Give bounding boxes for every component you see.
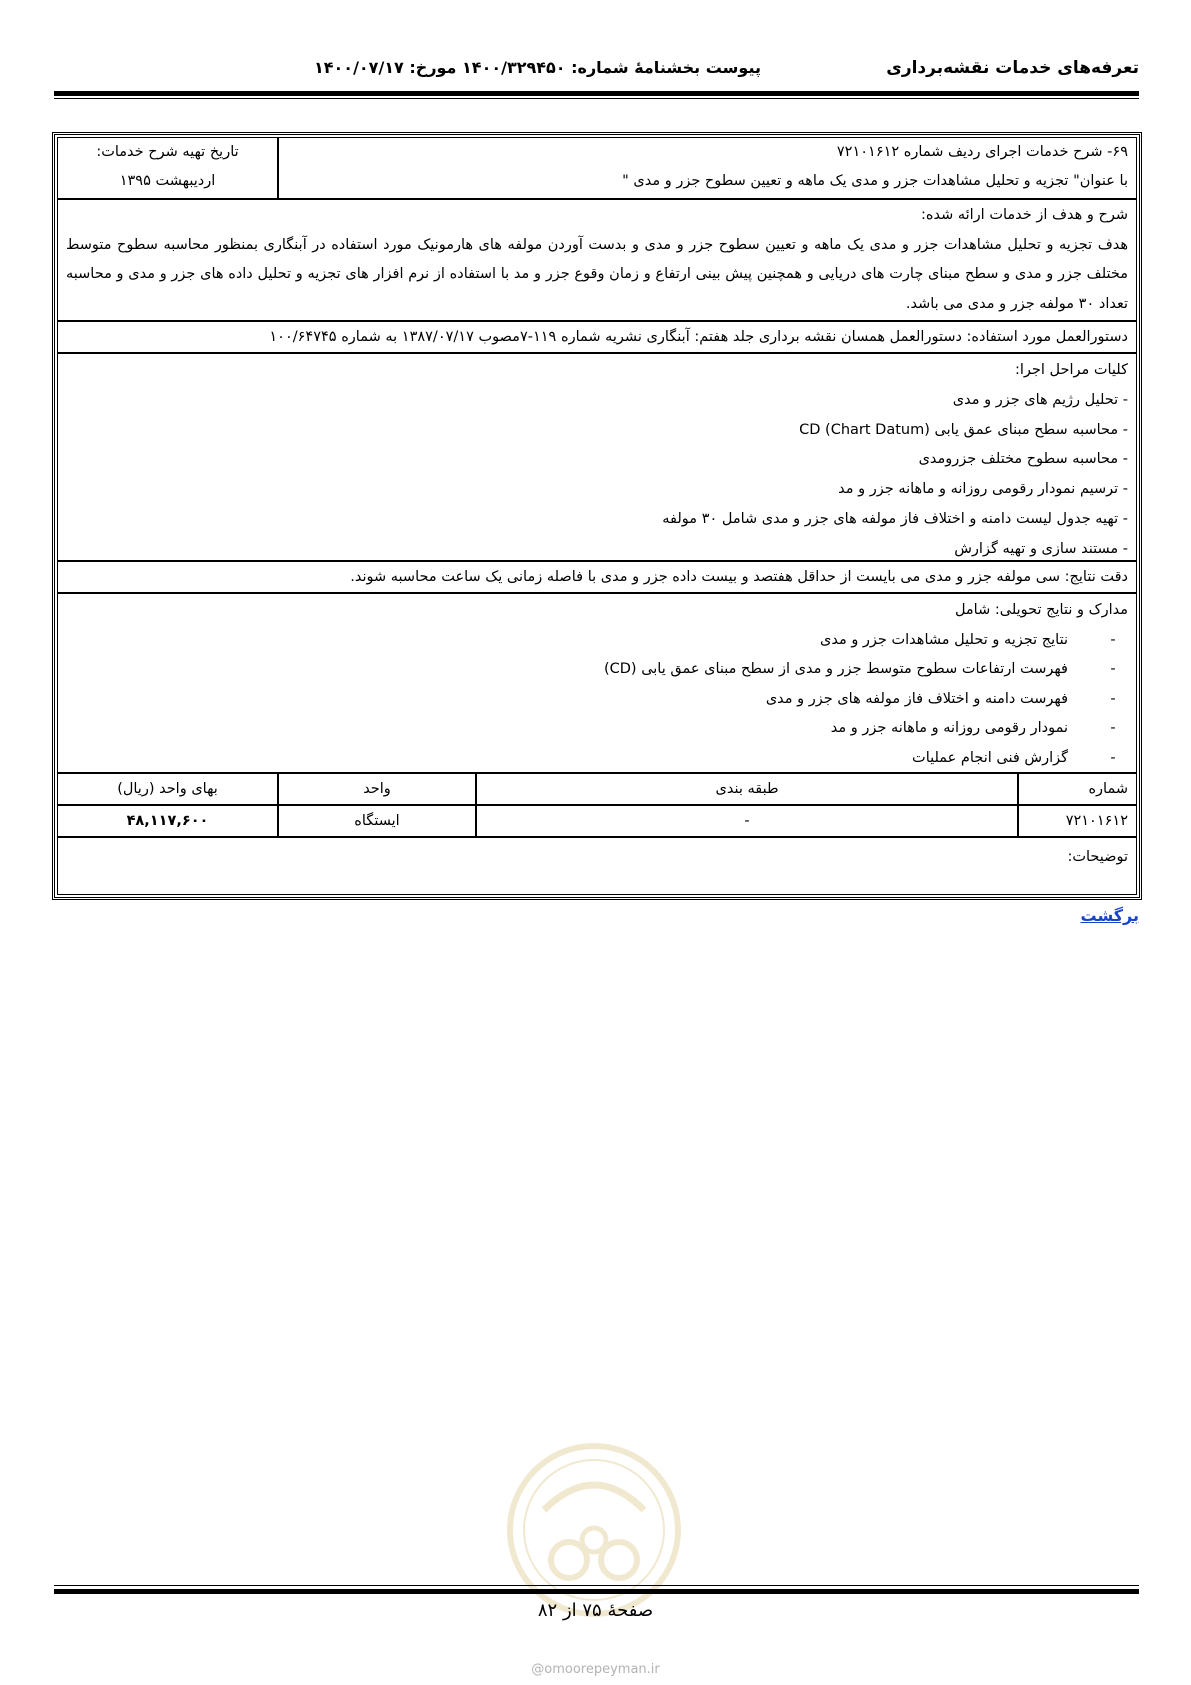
header-unit-price: بهای واحد (ریال): [57, 773, 278, 805]
step-item: - مستند سازی و تهیه گزارش: [954, 540, 1128, 557]
deliverable-text: نتایج تجزیه و تحلیل مشاهدات جزر و مدی: [819, 631, 1068, 648]
row-unit: ایستگاه: [278, 805, 476, 837]
bullet-dash: -: [1110, 690, 1116, 707]
footer-rule-thin: [54, 1585, 1139, 1586]
row-classification: -: [476, 805, 1018, 837]
notes-cell: [57, 837, 1137, 895]
header-rule-thin: [54, 98, 1139, 99]
prep-date-cell: [57, 137, 278, 199]
site-watermark: @omoorepeyman.ir: [531, 1662, 660, 1677]
notes-label: توضیحات:: [1067, 849, 1128, 865]
deliverable-text: فهرست ارتفاعات سطوح متوسط جزر و مدی از سطح مبنای عمق یابی (CD): [603, 661, 1068, 677]
step-item: - تهیه جدول لیست دامنه و اختلاف فاز مولفه های جزر و مدی شامل ۳۰ مولفه: [662, 510, 1128, 527]
accuracy-text: دقت نتایج: سی مولفه جزر و مدی می بایست از حداقل هفتصد و بیست داده جزر و مدی با فاصله زمانی یک ساعت محاسبه شوند.: [350, 569, 1128, 585]
purpose-text: هدف تجزیه و تحلیل مشاهدات جزر و مدی یک ماهه و تعیین سطوح جزر و مدی و بدست آوردن مولفه های هارمونیک مورد استفاده در آبنگاری بمنظور محاسبه سطوح متوسط مختلف جزر و مدی و سطح مبنای چارت های دریایی و همچنین پیش بینی ارتفاع و زمان وقوع جزر و مد با استفاده از نرم افزار های تجزیه و تحلیل داده های جزر و مدی و محاسبه تعداد ۳۰ مولفه جزر و مدی می باشد.: [66, 236, 1128, 312]
item-subject-line: با عنوان" تجزیه و تحلیل مشاهدات جزر و مدی یک ماهه و تعیین سطوح جزر و مدی ": [622, 173, 1128, 189]
header-classification: طبقه بندی: [476, 773, 1018, 805]
purpose-label: شرح و هدف از خدمات ارائه شده:: [920, 207, 1128, 223]
bullet-dash: -: [1110, 749, 1116, 766]
footer-rule-thick: [54, 1589, 1139, 1594]
step-item: - محاسبه سطوح مختلف جزرومدی: [918, 451, 1128, 468]
row-unit-price: ۴۸,۱۱۷,۶۰۰: [57, 805, 278, 837]
deliverable-item: [66, 714, 1128, 744]
accuracy-cell: [57, 561, 1137, 593]
deliverable-item: [66, 626, 1128, 656]
prep-date-label: تاریخ تهیه شرح خدمات:: [96, 144, 239, 160]
deliverable-text: فهرست دامنه و اختلاف فاز مولفه های جزر و مدی: [765, 690, 1068, 707]
header-unit: واحد: [278, 773, 476, 805]
row-number: ۷۲۱۰۱۶۱۲: [1018, 805, 1137, 837]
prep-date-value: اردیبهشت ۱۳۹۵: [119, 173, 216, 189]
step-item: - ترسیم نمودار رقومی روزانه و ماهانه جزر و مد: [838, 481, 1128, 498]
purpose-cell: [57, 199, 1137, 321]
bullet-dash: -: [1110, 631, 1116, 648]
page-number: صفحهٔ ۷۵ از ۸۲: [537, 1600, 654, 1621]
instruction-cell: [57, 321, 1137, 353]
bullet-dash: -: [1110, 661, 1116, 677]
page-header: [54, 58, 1139, 86]
item-number-line: ۶۹- شرح خدمات اجرای ردیف شماره ۷۲۱۰۱۶۱۲: [836, 144, 1128, 160]
step-item: - تحلیل رژیم های جزر و مدی: [952, 391, 1128, 408]
header-number: شماره: [1018, 773, 1137, 805]
deliverable-item: [66, 744, 1128, 774]
deliverable-item: [66, 655, 1128, 685]
deliverables-cell: [57, 593, 1137, 773]
deliverable-text: نمودار رقومی روزانه و ماهانه جزر و مد: [830, 720, 1068, 736]
back-link[interactable]: برگشت: [1080, 906, 1139, 925]
item-title-cell: [278, 137, 1137, 199]
steps-label: کلیات مراحل اجرا:: [1014, 362, 1128, 378]
document-title: تعرفه‌های خدمات نقشه‌برداری: [886, 58, 1139, 78]
steps-cell: [57, 353, 1137, 561]
circular-reference: پیوست بخشنامهٔ شماره: ۱۴۰۰/۳۲۹۴۵۰ مورخ: ۱۴۰۰/۰۷/۱۷: [314, 58, 761, 77]
instruction-text: دستورالعمل مورد استفاده: دستورالعمل همسان نقشه برداری جلد هفتم: آبنگاری نشریه شماره ۱۱۹-۷مصوب ۱۳۸۷/۰۷/۱۷ به شماره ۱۰۰/۶۴۷۴۵: [269, 329, 1128, 345]
deliverables-label: مدارک و نتایج تحویلی: شامل: [954, 602, 1128, 618]
header-rule-thick: [54, 91, 1139, 96]
service-description-table: [52, 132, 1142, 900]
deliverable-text: گزارش فنی انجام عملیات: [912, 749, 1068, 766]
step-item: - محاسبه سطح مبنای عمق یابی (CD (Chart Datum: [799, 421, 1128, 438]
bullet-dash: -: [1110, 720, 1116, 736]
deliverable-item: [66, 685, 1128, 715]
